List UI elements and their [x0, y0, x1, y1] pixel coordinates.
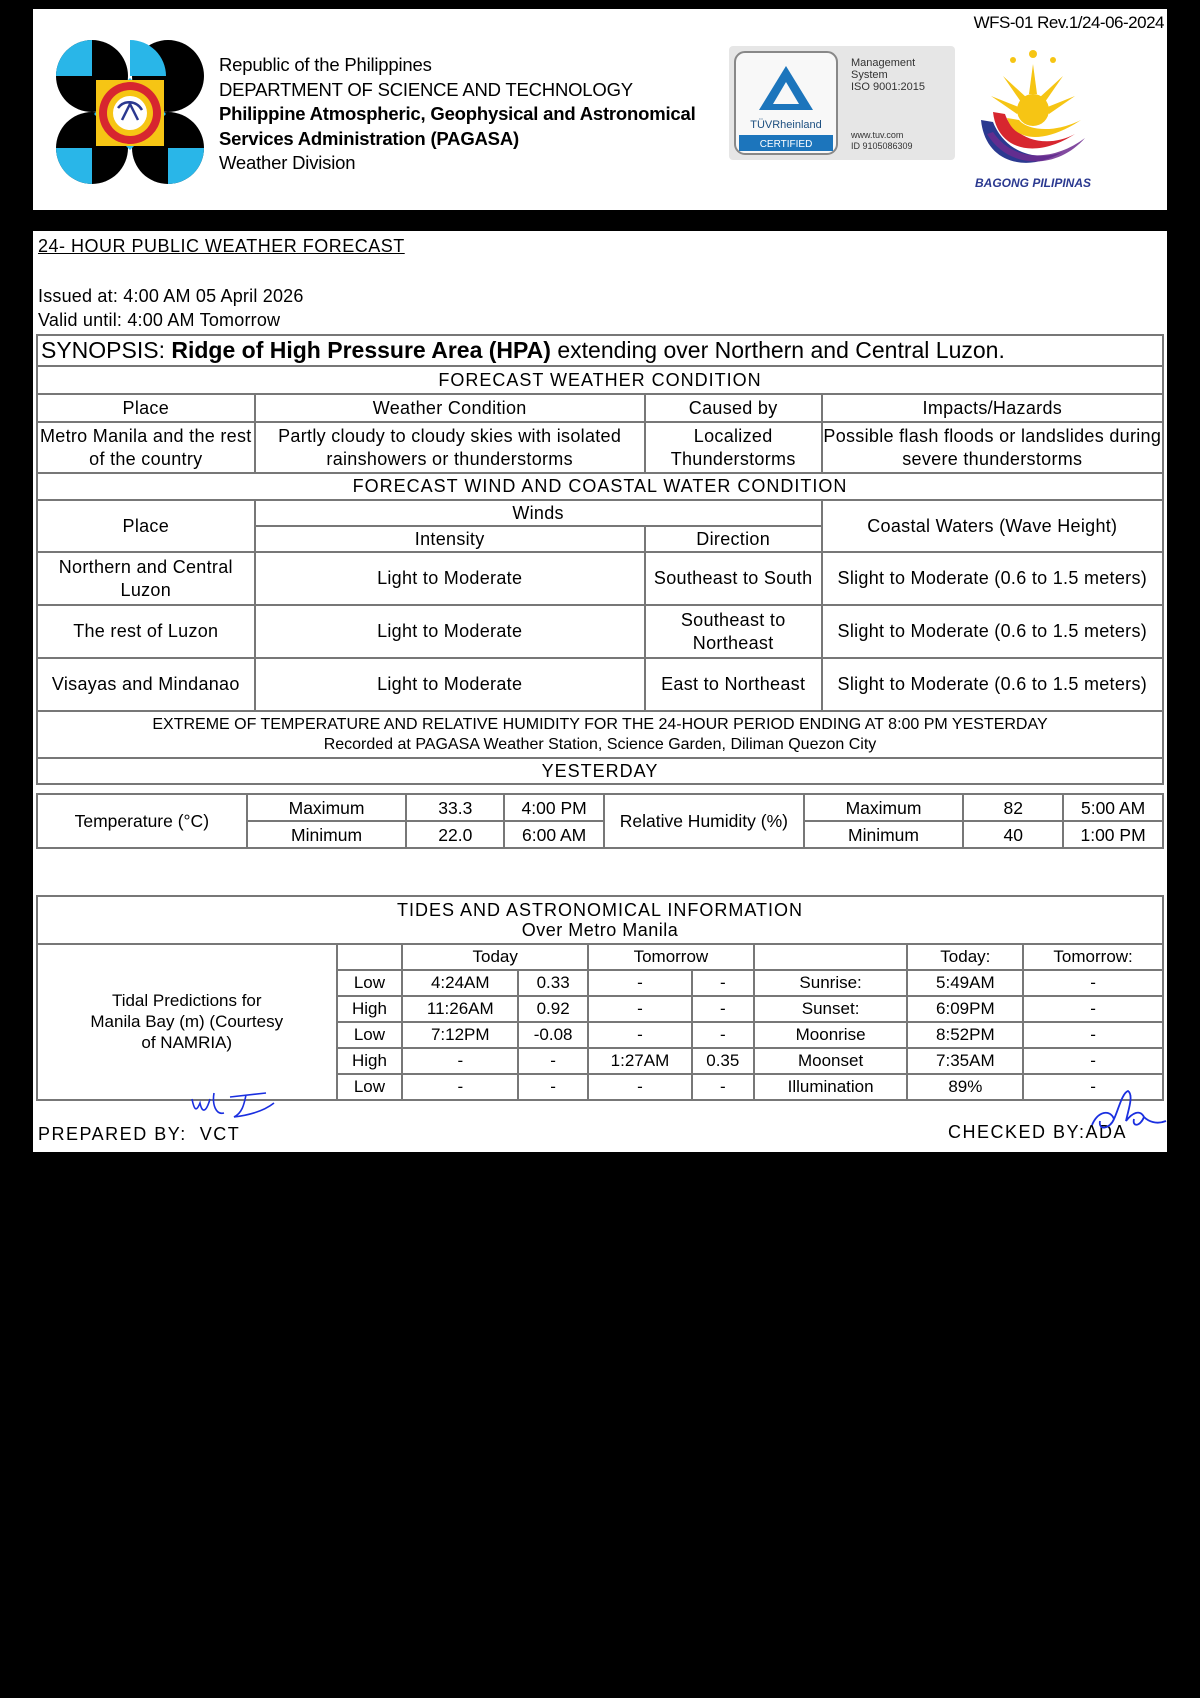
wind-place: Northern and Central Luzon [37, 552, 255, 605]
astro-today: 89% [907, 1074, 1023, 1100]
forecast-panel [33, 231, 1167, 1152]
rh-min-value: 40 [963, 821, 1063, 848]
prepared-label: PREPARED BY: [38, 1124, 187, 1144]
pagasa-logo [54, 38, 206, 186]
checked-name: ADA [1085, 1122, 1128, 1142]
astro-tomorrow: - [1023, 996, 1163, 1022]
tide-header-tomorrow: Tomorrow [588, 944, 754, 970]
astro-label: Moonrise [754, 1022, 908, 1048]
place-cell: Metro Manila and the rest of the country [37, 422, 255, 473]
tidal-predictions-label: Tidal Predictions for Manila Bay (m) (Courtesy of NAMRIA) [37, 944, 337, 1100]
document-number: WFS-01 Rev.1/24-06-2024 [973, 13, 1164, 32]
wind-coastal: Slight to Moderate (0.6 to 1.5 meters) [822, 605, 1163, 658]
astro-header-today: Today: [907, 944, 1023, 970]
tide-tomorrow-time: - [588, 970, 692, 996]
agency-line-services: Services Administration (PAGASA) [219, 127, 519, 149]
tide-tomorrow-height: - [692, 970, 754, 996]
tide-tomorrow-time: - [588, 1022, 692, 1048]
tuv-system-2: System [851, 69, 888, 81]
tides-title: TIDES AND ASTRONOMICAL INFORMATION [396, 900, 804, 920]
agency-line-dost: DEPARTMENT OF SCIENCE AND TECHNOLOGY [219, 78, 633, 100]
synopsis-text: extending over Northern and Central Luzon. [550, 337, 1005, 363]
letterhead [33, 9, 1167, 210]
tide-today-time: - [402, 1048, 518, 1074]
wind-intensity: Light to Moderate [255, 658, 645, 711]
wind-header-direction: Direction [645, 526, 822, 552]
prepared-by [38, 1124, 240, 1145]
tide-type: High [337, 996, 403, 1022]
tide-today-time: - [402, 1074, 518, 1100]
agency-line-republic: Republic of the Philippines [219, 54, 432, 75]
rh-max-label: Maximum [804, 794, 964, 821]
temperature-label: Temperature (°C) [37, 794, 247, 848]
tide-today-height: - [518, 1048, 588, 1074]
astro-label: Illumination [754, 1074, 908, 1100]
tide-today-time: 11:26AM [402, 996, 518, 1022]
tuv-web: www.tuv.com [851, 130, 904, 140]
valid-until: Valid until: 4:00 AM Tomorrow [38, 310, 281, 330]
astro-today: 8:52PM [907, 1022, 1023, 1048]
extremes-title: EXTREME OF TEMPERATURE AND RELATIVE HUMIDITY FOR THE 24-HOUR PERIOD ENDING AT 8:00 PM YESTERDAY [152, 715, 1048, 733]
astro-tomorrow: - [1023, 970, 1163, 996]
checked-signature [1085, 1081, 1168, 1142]
section-wind-coastal: FORECAST WIND AND COASTAL WATER CONDITION [37, 473, 1163, 500]
tides-subtitle: Over Metro Manila [521, 920, 679, 940]
tide-today-height: 0.92 [518, 996, 588, 1022]
prepared-signature [188, 1083, 278, 1127]
tide-today-time: 7:12PM [402, 1022, 518, 1048]
rh-max-value: 82 [963, 794, 1063, 821]
rh-min-time: 1:00 PM [1063, 821, 1163, 848]
tide-tomorrow-height: - [692, 1074, 754, 1100]
synopsis-system: Ridge of High Pressure Area (HPA) [171, 337, 551, 363]
tide-today-height: - [518, 1074, 588, 1100]
astro-tomorrow: - [1023, 1048, 1163, 1074]
temp-min-time: 6:00 AM [504, 821, 604, 848]
tide-type: Low [337, 1022, 403, 1048]
tide-today-time: 4:24AM [402, 970, 518, 996]
col-header-place: Place [37, 394, 255, 422]
wind-header-winds: Winds [255, 500, 822, 526]
synopsis-label: SYNOPSIS: [41, 337, 165, 363]
wind-intensity: Light to Moderate [255, 552, 645, 605]
tide-tomorrow-time: 1:27AM [588, 1048, 692, 1074]
forecast-table [36, 334, 1164, 785]
tide-type: High [337, 1048, 403, 1074]
col-header-impacts: Impacts/Hazards [822, 394, 1163, 422]
tides-table [36, 895, 1164, 1101]
wind-header-coastal: Coastal Waters (Wave Height) [822, 500, 1163, 552]
yesterday-label: YESTERDAY [37, 758, 1163, 784]
wind-direction: Southeast to South [645, 552, 822, 605]
prepared-name: VCT [199, 1124, 241, 1144]
section-weather-condition: FORECAST WEATHER CONDITION [37, 366, 1163, 394]
tuv-status: CERTIFIED [759, 139, 813, 150]
table-row [37, 422, 1163, 473]
tide-type: Low [337, 970, 403, 996]
wind-coastal: Slight to Moderate (0.6 to 1.5 meters) [822, 658, 1163, 711]
wind-direction: Southeast to Northeast [645, 605, 822, 658]
agency-line-division: Weather Division [219, 152, 356, 173]
wind-header-intensity: Intensity [255, 526, 645, 552]
tide-tomorrow-height: - [692, 996, 754, 1022]
condition-cell: Partly cloudy to cloudy skies with isolated rainshowers or thunderstorms [255, 422, 645, 473]
issuance-block [38, 284, 304, 332]
table-row [37, 658, 1163, 711]
astro-label: Moonset [754, 1048, 908, 1074]
col-header-caused-by: Caused by [645, 394, 822, 422]
temp-min-label: Minimum [247, 821, 407, 848]
forecast-title: 24- HOUR PUBLIC WEATHER FORECAST [38, 236, 405, 256]
rh-max-time: 5:00 AM [1063, 794, 1163, 821]
agency-line-pagasa: Philippine Atmospheric, Geophysical and Astronomical [219, 103, 696, 124]
tide-tomorrow-time: - [588, 996, 692, 1022]
tide-today-height: -0.08 [518, 1022, 588, 1048]
wind-place: Visayas and Mindanao [37, 658, 255, 711]
astro-label: Sunset: [754, 996, 908, 1022]
temp-max-value: 33.3 [406, 794, 504, 821]
wind-intensity: Light to Moderate [255, 605, 645, 658]
agency-block [219, 53, 696, 176]
astro-today: 5:49AM [907, 970, 1023, 996]
tuv-brand: TÜVRheinland [750, 119, 822, 131]
tide-today-height: 0.33 [518, 970, 588, 996]
astro-tomorrow: - [1023, 1022, 1163, 1048]
caused-by-cell: Localized Thunderstorms [645, 422, 822, 473]
tides-heading [37, 896, 1163, 944]
tide-header-today: Today [402, 944, 588, 970]
checked-label: CHECKED BY: [948, 1122, 1086, 1142]
synopsis [37, 335, 1163, 366]
astro-today: 7:35AM [907, 1048, 1023, 1074]
tuv-certification-badge [727, 44, 957, 162]
tide-tomorrow-height: - [692, 1022, 754, 1048]
issued-at: Issued at: 4:00 AM 05 April 2026 [38, 286, 304, 306]
bagong-pilipinas-text: BAGONG PILIPINAS [974, 176, 1092, 190]
extremes-table [36, 793, 1164, 849]
temp-max-time: 4:00 PM [504, 794, 604, 821]
humidity-label: Relative Humidity (%) [604, 794, 804, 848]
astro-label: Sunrise: [754, 970, 908, 996]
table-row [37, 605, 1163, 658]
extremes-subtitle: Recorded at PAGASA Weather Station, Science Garden, Diliman Quezon City [323, 735, 877, 753]
tuv-id: ID 9105086309 [851, 141, 913, 151]
extremes-heading [37, 711, 1163, 758]
tide-tomorrow-height: 0.35 [692, 1048, 754, 1074]
astro-tomorrow: - [1023, 1074, 1163, 1100]
rh-min-label: Minimum [804, 821, 964, 848]
wind-direction: East to Northeast [645, 658, 822, 711]
tide-tomorrow-time: - [588, 1074, 692, 1100]
temp-max-label: Maximum [247, 794, 407, 821]
temp-min-value: 22.0 [406, 821, 504, 848]
tuv-system-1: Management [851, 57, 916, 69]
wind-header-place: Place [37, 500, 255, 552]
wind-coastal: Slight to Moderate (0.6 to 1.5 meters) [822, 552, 1163, 605]
table-row [37, 552, 1163, 605]
wind-place: The rest of Luzon [37, 605, 255, 658]
astro-today: 6:09PM [907, 996, 1023, 1022]
bagong-pilipinas-logo [963, 34, 1103, 194]
astro-header-tomorrow: Tomorrow: [1023, 944, 1163, 970]
tide-type: Low [337, 1074, 403, 1100]
col-header-weather-condition: Weather Condition [255, 394, 645, 422]
tuv-system-3: ISO 9001:2015 [851, 81, 926, 93]
impacts-cell: Possible flash floods or landslides during severe thunderstorms [822, 422, 1163, 473]
